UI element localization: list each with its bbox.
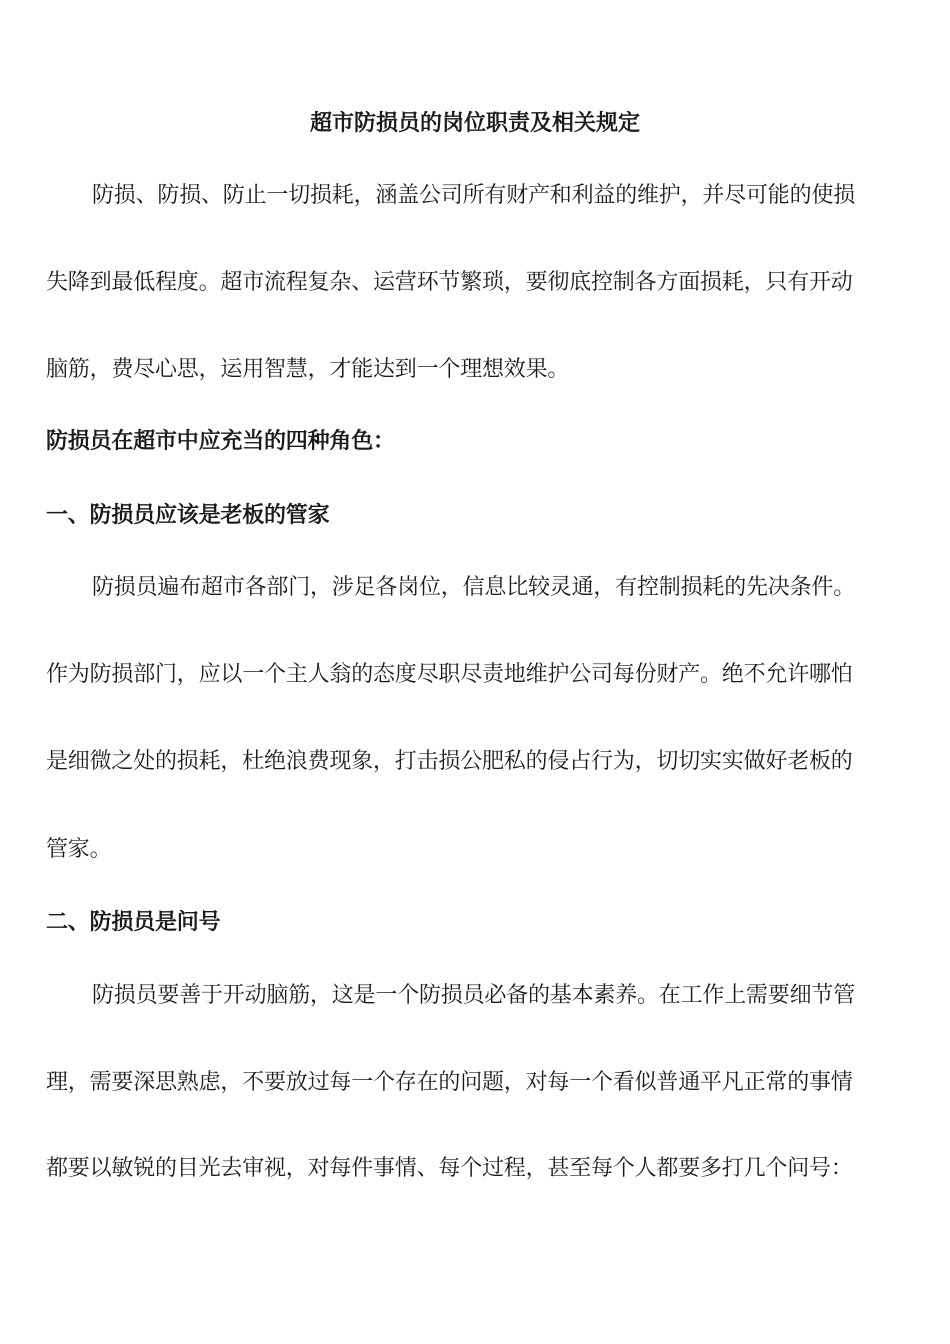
intro-line-2: 失降到最低程度。超市流程复杂、运营环节繁琐，要彻底控制各方面损耗，只有开动: [46, 270, 853, 295]
intro-line-3: 脑筋，费尽心思，运用智慧，才能达到一个理想效果。: [46, 357, 570, 382]
section1-heading: 一、防损员应该是老板的管家: [46, 503, 330, 528]
document-title: 超市防损员的岗位职责及相关规定: [309, 111, 640, 136]
intro-line-1: 防损、防损、防止一切损耗，涵盖公司所有财产和利益的维护，并尽可能的使损: [92, 183, 856, 208]
section1-line-4: 管家。: [46, 837, 112, 862]
section2-line-2: 理，需要深思熟虑，不要放过每一个存在的问题，对每一个看似普通平凡正常的事情: [46, 1070, 853, 1095]
roles-heading: 防损员在超市中应充当的四种角色：: [46, 429, 395, 454]
section2-line-1: 防损员要善于开动脑筋，这是一个防损员必备的基本素养。在工作上需要细节管: [92, 983, 856, 1008]
section1-line-2: 作为防损部门，应以一个主人翁的态度尽职尽责地维护公司每份财产。绝不允许哪怕: [46, 662, 853, 687]
section1-line-3: 是细微之处的损耗，杜绝浪费现象，打击损公肥私的侵占行为，切切实实做好老板的: [46, 749, 853, 774]
section1-line-1: 防损员遍布超市各部门，涉足各岗位，信息比较灵通，有控制损耗的先决条件。: [92, 575, 856, 600]
section2-heading: 二、防损员是问号: [46, 910, 221, 935]
section2-line-3: 都要以敏锐的目光去审视，对每件事情、每个过程，甚至每个人都要多打几个问号：: [46, 1156, 853, 1181]
